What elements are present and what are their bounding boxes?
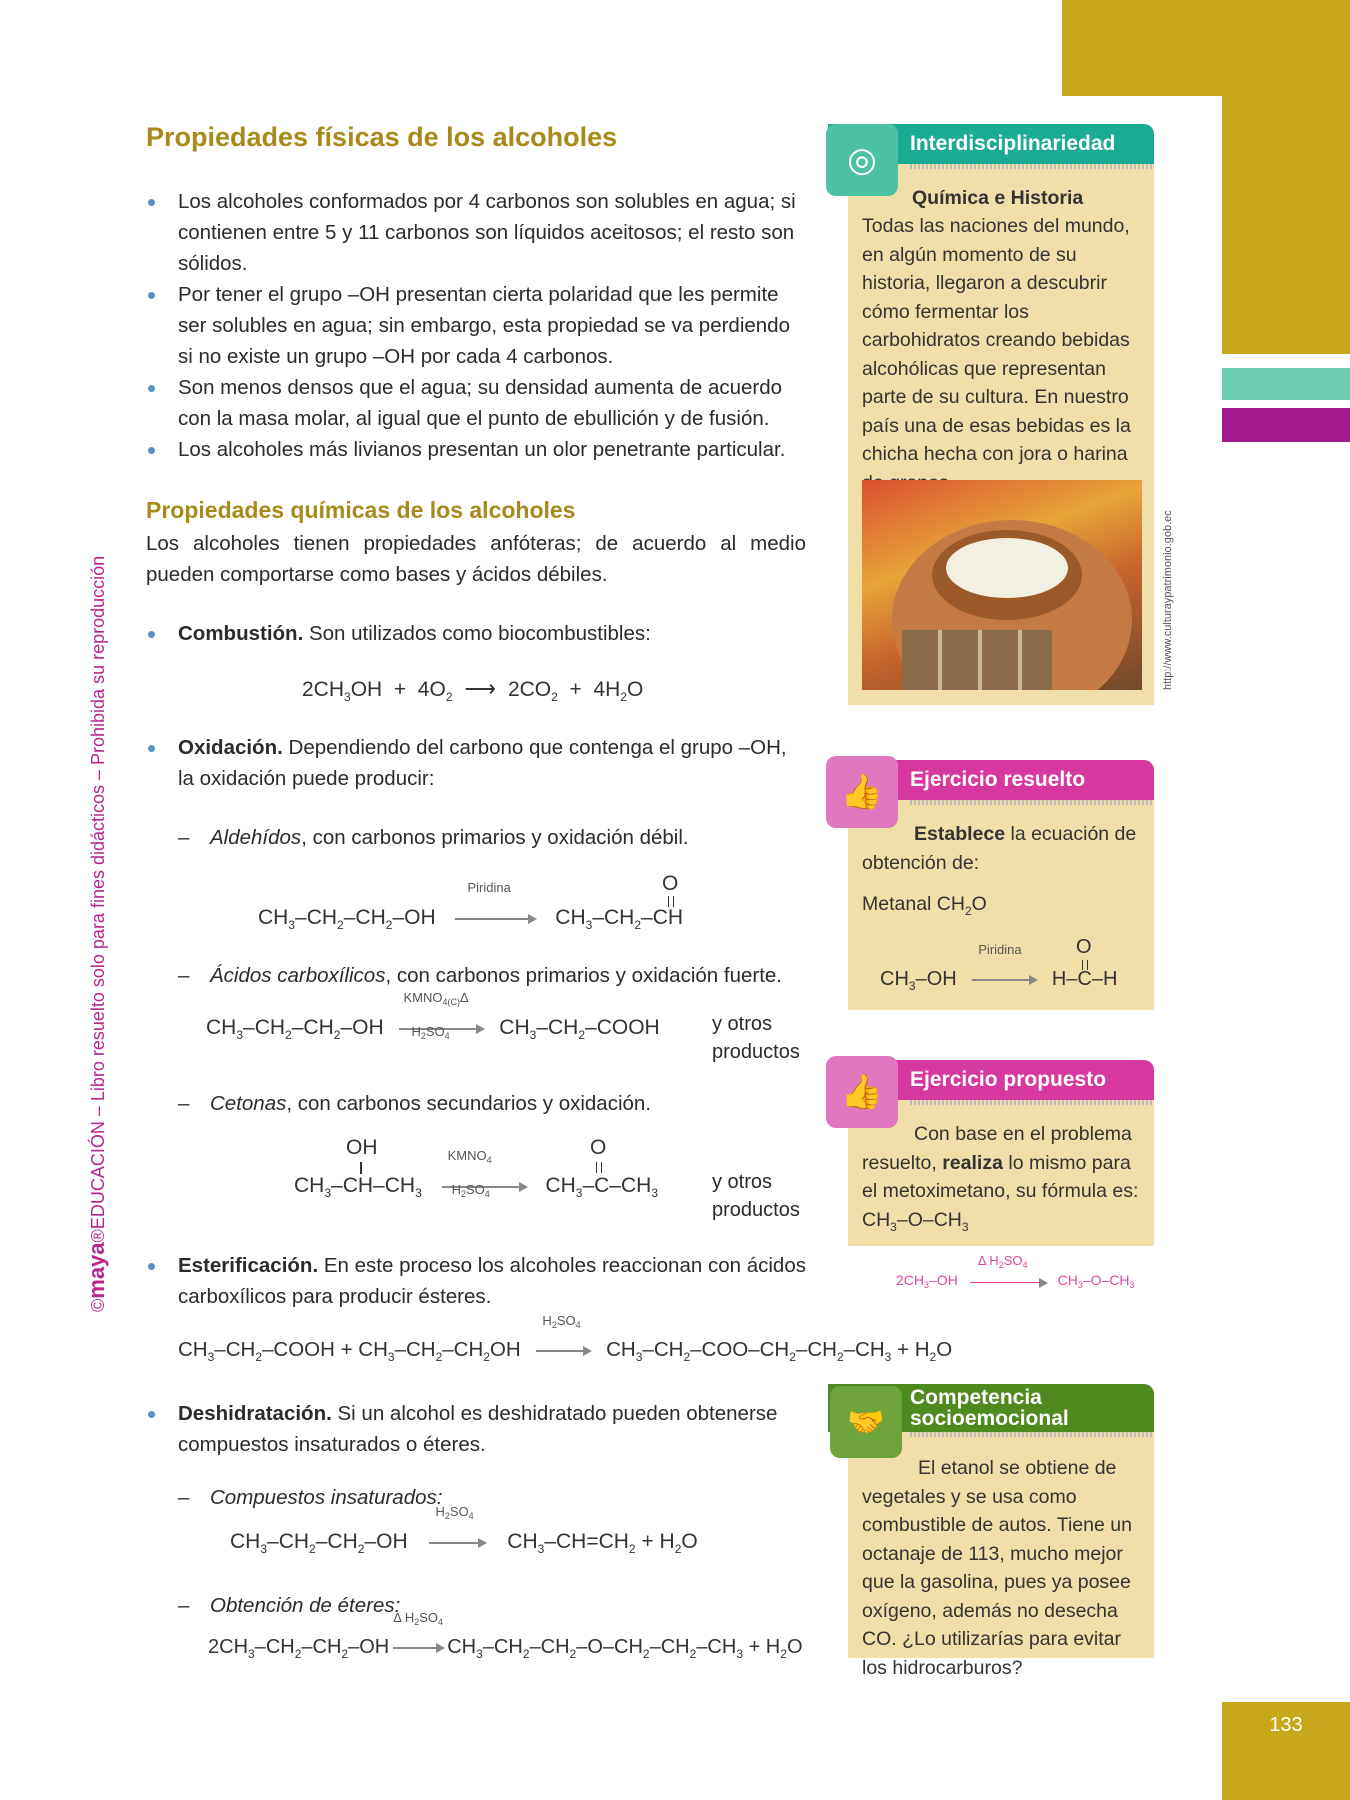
oxidation-text: Dependiendo del carbono que contenga el grupo –OH, la oxidación puede producir: — [178, 736, 787, 790]
photo-credit: http://www.culturaypatrimonio.gob.ec — [1162, 510, 1174, 690]
reagent-label: Δ $H_2SO_4$ — [977, 1253, 1028, 1271]
hydroxyl-group: OH — [346, 1136, 378, 1159]
solved-exercise-text — [862, 820, 1150, 877]
solved-target: Metanal $CH_2O$ — [862, 893, 987, 918]
reagent-label: Δ $H_2SO_4$ — [393, 1610, 444, 1628]
interdisciplinary-text: Todas las naciones del mundo, en algún momento de su historia, llegaron a descubrir cómo fermentar los carbohidratos creando bebidas alcohólicas que representan parte de su cultura. En nuestro país una de esas bebidas es la chicha hecha con jora o harina — [862, 215, 1131, 465]
oxidation-term: Oxidación. — [178, 736, 283, 759]
double-bond-mark — [668, 896, 674, 907]
chemical-properties-title: Propiedades químicas de los alcoholes — [146, 497, 576, 523]
copyright-text: ®EDUCACIÓN – Libro resuelto solo para fines didácticos – Prohibida su reproducción — [88, 555, 108, 1243]
combustion-equation: $2CH_3OH + 4O_2$ ⟶ $2CO_2 + 4H_2O$ — [302, 676, 644, 704]
list-item: Los alcoholes más livianos presentan un olor penetrante particular. — [146, 434, 806, 465]
chicha-photo — [862, 480, 1142, 690]
acids-text: , con carbonos primarios y oxidación fuerte. — [385, 964, 782, 987]
proposed-answer-equation: $2CH_3-OH$ Δ $H_2SO_4$ $CH_3-O-CH_3$ — [896, 1253, 1135, 1290]
dehydration-item — [146, 1398, 806, 1460]
double-bond-mark — [596, 1162, 602, 1173]
decor-gold-top — [1062, 0, 1350, 96]
list-item: Por tener el grupo –OH presentan cierta polaridad que les permite ser solubles en agua; sin embargo, esta propiedad se va perdiendo si no existe un grupo –OH por cada 4 carbonos. — [146, 279, 806, 372]
esterification-term: Esterificación. — [178, 1254, 319, 1277]
esterification-item — [146, 1250, 806, 1312]
competence-header-line2: socioemocional — [910, 1407, 1069, 1430]
solved-exercise-verb: Establece — [914, 823, 1006, 845]
esterification-equation: $CH_3-CH_2$–COOH + $CH_3-CH_2-CH_2OH$ $H_2SO_4$ $CH_3-CH_2-COO-CH_2-CH_2-CH_3 + H_2O$ — [178, 1312, 953, 1364]
carbonyl-oxygen: O — [662, 872, 679, 895]
physical-properties-title: Propiedades físicas de los alcoholes — [146, 122, 618, 152]
ketone-equation: $CH_3-CH-CH_3$ $KMNO_4$ $H_2SO_4$ $CH_3-C-CH_3$ — [294, 1148, 658, 1200]
list-item: Los alcoholes conformados por 4 carbonos son solubles en agua; si contienen entre 5 y 11 carbonos son líquidos aceitosos; el resto son sólidos. — [146, 186, 806, 279]
aldehydes-term: Aldehídos — [210, 826, 302, 849]
acid-equation: $CH_3-CH_2-CH_2-OH$ $KMNO_{4(C)}\Delta$ $H_2SO_4$ $CH_3-CH_2$–COOH — [206, 990, 660, 1042]
combustion-text: Son utilizados como biocombustibles: — [303, 622, 651, 645]
interdisciplinary-subtitle: Química e Historia — [912, 187, 1084, 209]
proposed-text-start: Con base en el problema resuelto, — [862, 1123, 1132, 1174]
list-item: Son menos densos que el agua; su densidad aumenta de acuerdo con la masa molar, al igual que el punto de ebullición y de fusión. — [146, 372, 806, 434]
thumbs-up-icon: 👍 — [826, 756, 898, 828]
proposed-exercise-text — [862, 1120, 1150, 1206]
proposed-exercise-header: Ejercicio propuesto — [828, 1060, 1154, 1100]
solved-equation: $CH_3-OH$ Piridina H–C–H — [880, 942, 1118, 993]
reagent-label: $KMNO_4$ — [447, 1148, 492, 1166]
ethers-item — [178, 1590, 818, 1621]
decor-gold-side — [1222, 96, 1350, 354]
proposed-text-end: lo mismo para el metoximetano, su fórmula es: — [862, 1151, 1139, 1202]
ether-equation: $2CH_3-CH_2-CH_2-OH$ Δ $H_2SO_4$ $CH_3-CH_2-CH_2-O-CH_2-CH_2-CH_3 + H_2O$ — [208, 1610, 803, 1661]
unsaturated-equation: $CH_3-CH_2-CH_2-OH$ $H_2SO_4$ $CH_3-CH=CH_2 + H_2O$ — [230, 1504, 698, 1556]
interdisciplinary-header: Interdisciplinariedad — [828, 124, 1154, 164]
page-number: 133 — [1269, 1714, 1303, 1736]
acids-item — [178, 960, 818, 991]
solved-exercise-header: Ejercicio resuelto — [828, 760, 1154, 800]
dehydration-text: Si un alcohol es deshidratado pueden obtenerse compuestos insaturados o éteres. — [178, 1402, 778, 1456]
esterification-text: En este proceso los alcoholes reaccionan con ácidos carboxílicos para producir ésteres. — [178, 1254, 806, 1308]
reagent-label: Piridina — [467, 880, 511, 896]
combustion-term: Combustión. — [178, 622, 304, 645]
reagent-label: $H_2SO_4$ — [542, 1312, 581, 1330]
target-icon: ◎ — [826, 124, 898, 196]
aldehydes-text: , con carbonos primarios y oxidación débil. — [301, 826, 689, 849]
handshake-icon: 🤝 — [830, 1386, 902, 1458]
reagent-label: Piridina — [978, 942, 1022, 958]
copyright-notice — [84, 556, 110, 1312]
solved-exercise-prompt: la ecuación de obtención de: — [862, 823, 1137, 874]
decor-teal-band — [1222, 368, 1350, 400]
other-products-label: y otros productos — [712, 1013, 800, 1063]
reagent-label: $H_2SO_4$ — [451, 1182, 490, 1200]
physical-properties-list — [146, 186, 806, 465]
ketones-item — [178, 1088, 818, 1119]
ethers-term: Obtención de éteres: — [210, 1594, 401, 1617]
thumbs-up-icon: 👍 — [826, 1056, 898, 1128]
dehydration-term: Deshidratación. — [178, 1402, 332, 1425]
acids-term: Ácidos carboxílicos — [210, 964, 386, 987]
ketone-oxygen: O — [590, 1136, 607, 1159]
proposed-formula: $CH_3-O-CH_3$ — [862, 1209, 969, 1234]
unsaturated-term: Compuestos insaturados: — [210, 1486, 443, 1509]
competence-text: El etanol se obtiene de vegetales y se usa como combustible de autos. Tiene un octanaje de 113, mucho mejor que la gasolina, pues ya posee oxígeno, además no desecha CO. ¿Lo utilizarías para evitar los hidrocarburos? — [862, 1457, 1132, 1679]
oxidation-item — [146, 732, 806, 794]
chemical-properties-intro: Los alcoholes tienen propiedades anfóteras; de acuerdo al medio pueden comportarse como bases y ácidos débiles. — [146, 532, 806, 586]
other-products-label: y otros productos — [712, 1171, 800, 1221]
brand-logo-text: maya — [84, 1242, 109, 1299]
proposed-exercise-verb: realiza — [942, 1151, 1003, 1174]
ketones-term: Cetonas — [210, 1092, 287, 1115]
single-bond-mark — [360, 1162, 362, 1174]
reagent-label: $KMNO_{4(C)}\Delta$ — [403, 990, 469, 1008]
ketones-text: , con carbonos secundarios y oxidación. — [286, 1092, 652, 1115]
copyright-symbol: © — [88, 1298, 108, 1312]
double-bond-mark — [1082, 960, 1088, 970]
aldehydes-item — [178, 822, 818, 853]
combustion-item — [146, 618, 806, 649]
reagent-label: $H_2SO_4$ — [411, 1024, 450, 1042]
aldehyde-equation: $CH_3-CH_2-CH_2-OH$ Piridina $CH_3-CH_2-CH$ — [258, 880, 684, 932]
decor-magenta-band — [1222, 408, 1350, 442]
reagent-label: $H_2SO_4$ — [435, 1504, 474, 1522]
competence-header-line1: Competencia — [910, 1386, 1042, 1409]
unsaturated-item — [178, 1482, 818, 1513]
carbonyl-oxygen: O — [1076, 936, 1092, 958]
